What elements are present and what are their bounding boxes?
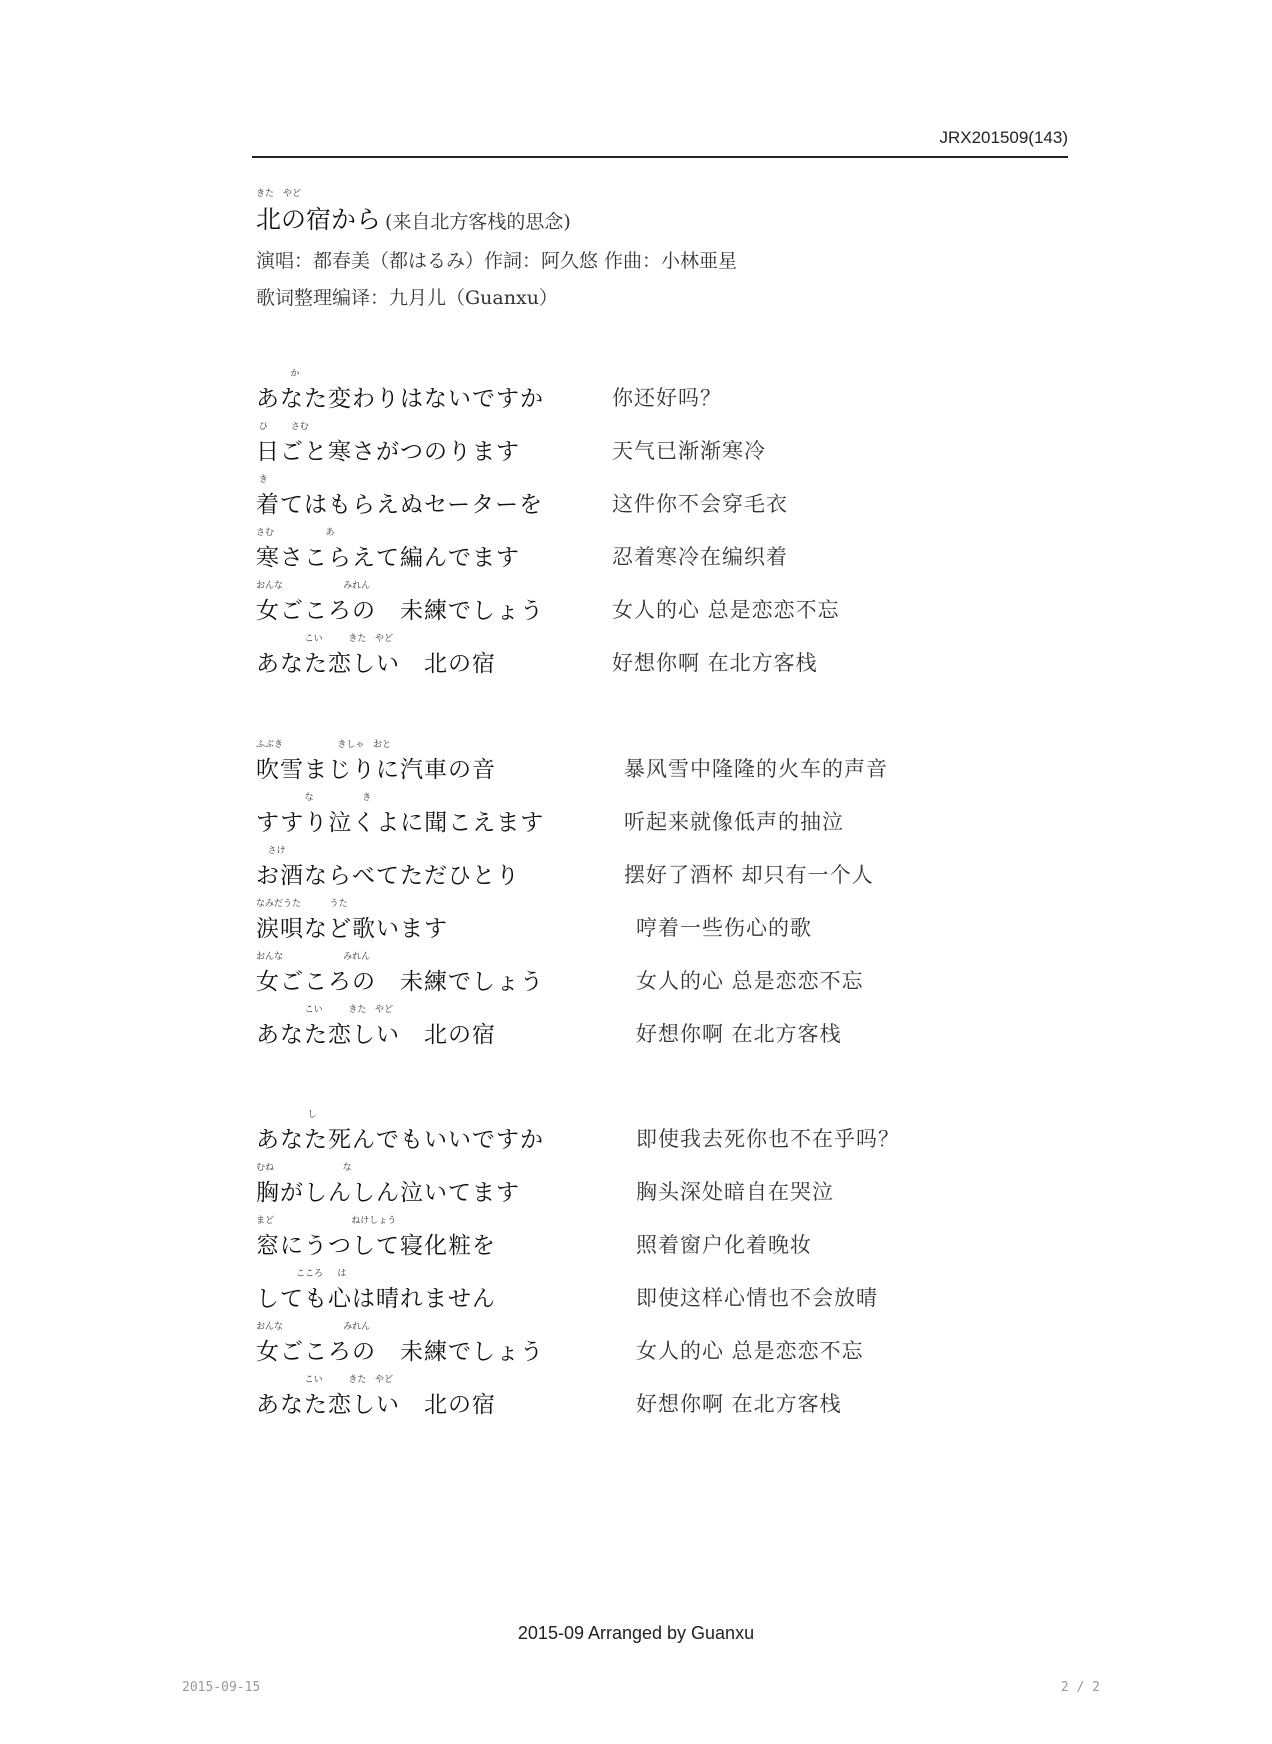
ruby: さむ あ [256,528,335,538]
lyric-chinese: 摆好了酒杯 却只有一个人 [624,863,874,887]
lyric-japanese: しても心は晴れません [256,1286,496,1312]
credits-performer-writer: 演唱：都春美（都はるみ）作詞：阿久悠 作曲：小林亜星 [256,250,738,272]
ruby: おんな みれん [256,952,371,962]
ruby: か [256,369,300,379]
lyric-japanese: 女ごころの 未練でしょう [256,969,544,995]
lyric-chinese: 照着窗户化着晚妆 [636,1233,812,1257]
credits-translator: 歌词整理编译：九月儿（Guanxu） [256,287,558,309]
footer-page-number: 2 / 2 [1060,1680,1100,1695]
lyric-japanese: お酒ならべてただひとり [256,863,520,889]
ruby: き [256,475,268,485]
document-code: JRX201509(143) [939,128,1068,147]
lyric-chinese: 好想你啊 在北方客栈 [612,651,818,675]
lyric-japanese: 着てはもらえぬセーターを [256,492,544,518]
lyric-japanese: あなた恋しい 北の宿 [256,1022,496,1048]
ruby: し [256,1110,317,1120]
lyric-japanese: すすり泣くよに聞こえます [256,810,545,836]
footer-date: 2015-09-15 [182,1680,261,1695]
lyric-japanese: あなた死んでもいいですか [256,1127,544,1153]
lyric-chinese: 暴风雪中隆隆的火车的声音 [624,757,888,781]
lyric-chinese: 你还好吗？ [612,386,722,410]
lyric-chinese: 女人的心 总是恋恋不忘 [636,969,864,993]
lyric-japanese: あなた変わりはないですか [256,386,544,412]
lyric-japanese: 寒さこらえて編んでます [256,545,520,571]
lyric-japanese: 涙唄など歌います [256,916,448,942]
lyric-chinese: 天气已渐渐寒冷 [612,439,766,463]
header-rule [252,156,1068,158]
song-title: 北の宿から [256,205,382,234]
ruby: ふぶき きしゃ おと [256,740,391,750]
lyric-chinese: 好想你啊 在北方客栈 [636,1392,842,1416]
lyric-chinese: 忍着寒冷在编织着 [612,545,788,569]
ruby: ひ さむ [256,422,309,432]
lyric-chinese: 哼着一些伤心的歌 [636,916,812,940]
lyric-japanese: あなた恋しい 北の宿 [256,651,496,677]
lyric-japanese: あなた恋しい 北の宿 [256,1392,496,1418]
ruby: こい きた やど [256,1005,393,1015]
ruby: おんな みれん [256,1322,371,1332]
ruby: な き [256,793,372,803]
lyric-chinese: 好想你啊 在北方客栈 [636,1022,842,1046]
lyric-chinese: 即使我去死你也不在乎吗？ [636,1127,900,1151]
lyric-chinese: 这件你不会穿毛衣 [612,492,788,516]
ruby: こころ は [256,1269,347,1279]
lyric-japanese: 女ごころの 未練でしょう [256,1339,544,1365]
lyric-chinese: 即使这样心情也不会放晴 [636,1286,878,1310]
lyric-chinese: 女人的心 总是恋恋不忘 [612,598,840,622]
footer-arranged-by: 2015-09 Arranged by Guanxu [517,1623,755,1643]
ruby: さけ [256,846,286,856]
lyric-chinese: 女人的心 总是恋恋不忘 [636,1339,864,1363]
ruby: おんな みれん [256,581,371,591]
song-subtitle: (来自北方客栈的思念) [385,211,571,233]
ruby: なみだうた うた [256,899,348,909]
lyric-japanese: 女ごころの 未練でしょう [256,598,544,624]
ruby: こい きた やど [256,1375,393,1385]
lyric-chinese: 胸头深处暗自在哭泣 [636,1180,834,1204]
title-ruby: きた やど [256,189,302,199]
ruby: こい きた やど [256,634,393,644]
lyric-japanese: 吹雪まじりに汽車の音 [256,757,496,783]
lyric-japanese: 胸がしんしん泣いてます [256,1180,520,1206]
ruby: むね な [256,1163,352,1173]
lyric-chinese: 听起来就像低声的抽泣 [624,810,844,834]
lyric-japanese: 窓にうつして寝化粧を [256,1233,496,1259]
title-block [256,188,737,310]
ruby: まど ねけしょう [256,1216,397,1226]
lyric-japanese: 日ごと寒さがつのります [256,439,520,465]
